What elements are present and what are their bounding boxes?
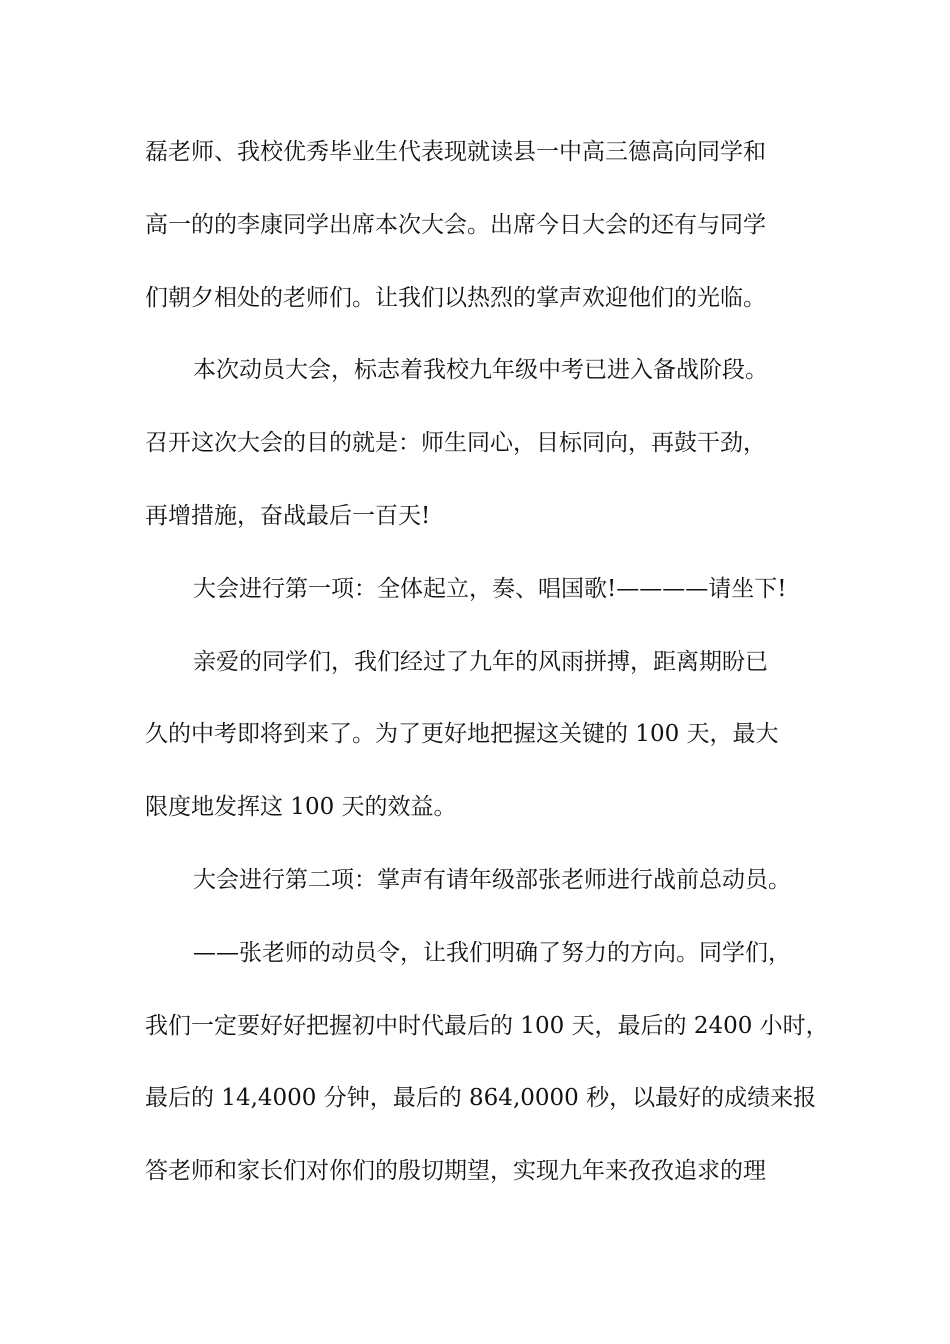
paragraph-start-line: 大会进行第二项：掌声有请年级部张老师进行战前总动员。 (193, 866, 791, 893)
text-line: 再增措施，奋战最后一百天! (145, 502, 431, 529)
text-line: 高一的的李康同学出席本次大会。出席今日大会的还有与同学 (145, 211, 766, 238)
document-body (145, 128, 829, 1220)
paragraph-start-line: 大会进行第一项：全体起立，奏、唱国歌!————请坐下! (193, 575, 787, 602)
text-line: 召开这次大会的目的就是：师生同心，目标同向，再鼓干劲， (145, 430, 766, 457)
text-line: 答老师和家长们对你们的殷切期望，实现九年来孜孜追求的理 (145, 1158, 766, 1185)
paragraph-start-line: 本次动员大会，标志着我校九年级中考已进入备战阶段。 (193, 357, 768, 384)
text-line: 久的中考即将到来了。为了更好地把握这关键的 100 天，最大 (145, 721, 779, 748)
text-line: 最后的 14,4000 分钟，最后的 864,0000 秒，以最好的成绩来报 (145, 1085, 817, 1112)
text-line: 们朝夕相处的老师们。让我们以热烈的掌声欢迎他们的光临。 (145, 284, 766, 311)
text-line: 我们一定要好好把握初中时代最后的 100 天，最后的 2400 小时， (145, 1012, 829, 1039)
paragraph-start-line: 亲爱的同学们，我们经过了九年的风雨拼搏，距离期盼已 (193, 648, 768, 675)
text-line: 限度地发挥这 100 天的效益。 (145, 794, 457, 821)
text-line: 磊老师、我校优秀毕业生代表现就读县一中高三德高向同学和 (145, 139, 766, 165)
paragraph-start-line: ——张老师的动员令，让我们明确了努力的方向。同学们， (193, 939, 791, 966)
